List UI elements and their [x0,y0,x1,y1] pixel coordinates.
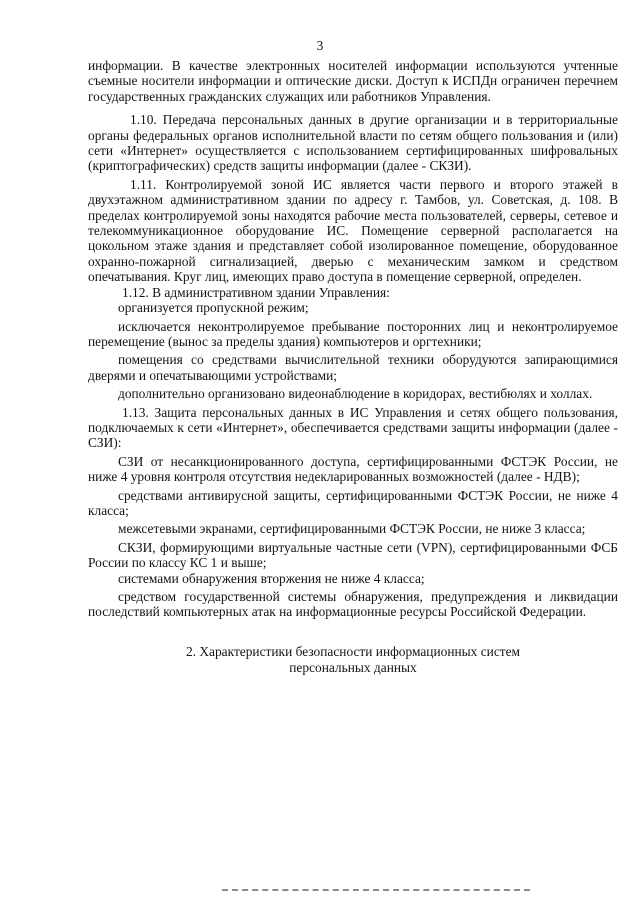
list-item-firewall: межсетевыми экранами, сертифицированными ФСТЭК России, не ниже 3 класса; [118,521,586,537]
paragraph-1-13: 1.13. Защита персональных данных в ИС Управления и сетях общего пользования, подключаемых к сети «Интернет», обеспечивается средствами защиты информации (далее - СЗИ): [88,404,618,451]
paragraph-1-12: 1.12. В административном здании Управления: [122,284,390,300]
list-item-video: дополнительно организовано видеонаблюдение в коридорах, вестибюлях и холлах. [118,386,593,402]
list-item-gossopka: средством государственной системы обнаружения, предупреждения и ликвидации последствий компьютерных атак на информационные ресурсы Российской Федерации. [88,589,618,620]
list-item-ids: системами обнаружения вторжения не ниже 4 класса; [118,570,425,586]
scan-artifact-line [222,889,530,891]
document-body [88,58,618,676]
section-heading-line-1: 2. Характеристики безопасности информационных систем [185,643,521,659]
paragraph-1-11: 1.11. Контролируемой зоной ИС является части первого и второго этажей в двухэтажном административном здании по адресу г. Тамбов, ул. Советская, д. 108. В пределах контролируемой зоны находятся рабочие места пользователей, серверы, сетевое и телекоммуникационное оборудование ИС. Помещение серверной располагается на цокольном этаже здания и представляет собой изолированное помещение, оборудованное охранно-пожарной сигнализацией, дверью с механическим замком и средством опечатывания. Круг лиц, имеющих право доступа в помещение серверной, определен. [88,176,618,285]
list-item-antivirus: средствами антивирусной защиты, сертифицированными ФСТЭК России, не ниже 4 класса; [88,487,618,518]
list-item-no-visitors: исключается неконтролируемое пребывание посторонних лиц и неконтролируемое перемещение (вынос за пределы здания) компьютеров и оргтехники; [88,318,618,349]
list-item-vpn: СКЗИ, формирующими виртуальные частные сети (VPN), сертифицированными ФСБ России по классу КС 1 и выше; [88,539,618,571]
list-item-szi-nsd: СЗИ от несанкционированного доступа, сертифицированными ФСТЭК России, не ниже 4 уровня контроля отсутствия недекларированных возможностей (далее - НДВ); [88,453,618,485]
list-item-access-control: организуется пропускной режим; [118,300,309,316]
paragraph-continuation: информации. В качестве электронных носителей информации используются учтенные съемные носители информации и оптические диски. Доступ к ИСПДн ограничен перечнем государственных гражданских служащих или работников Управления. [88,58,618,104]
paragraph-1-10: 1.10. Передача персональных данных в другие организации и в территориальные органы федеральных органов исполнительной власти по сетям общего пользования и (или) сети «Интернет» осуществляется с использованием сертифицированных шифровальных (криптографических) средств защиты информации (далее - СКЗИ). [88,112,618,174]
page-number: 3 [316,38,324,53]
section-heading-line-2: персональных данных [289,659,417,675]
section-heading [88,644,618,676]
list-item-locked-rooms: помещения со средствами вычислительной техники оборудуются запирающимися дверями и опечатывающими устройствами; [88,352,618,383]
